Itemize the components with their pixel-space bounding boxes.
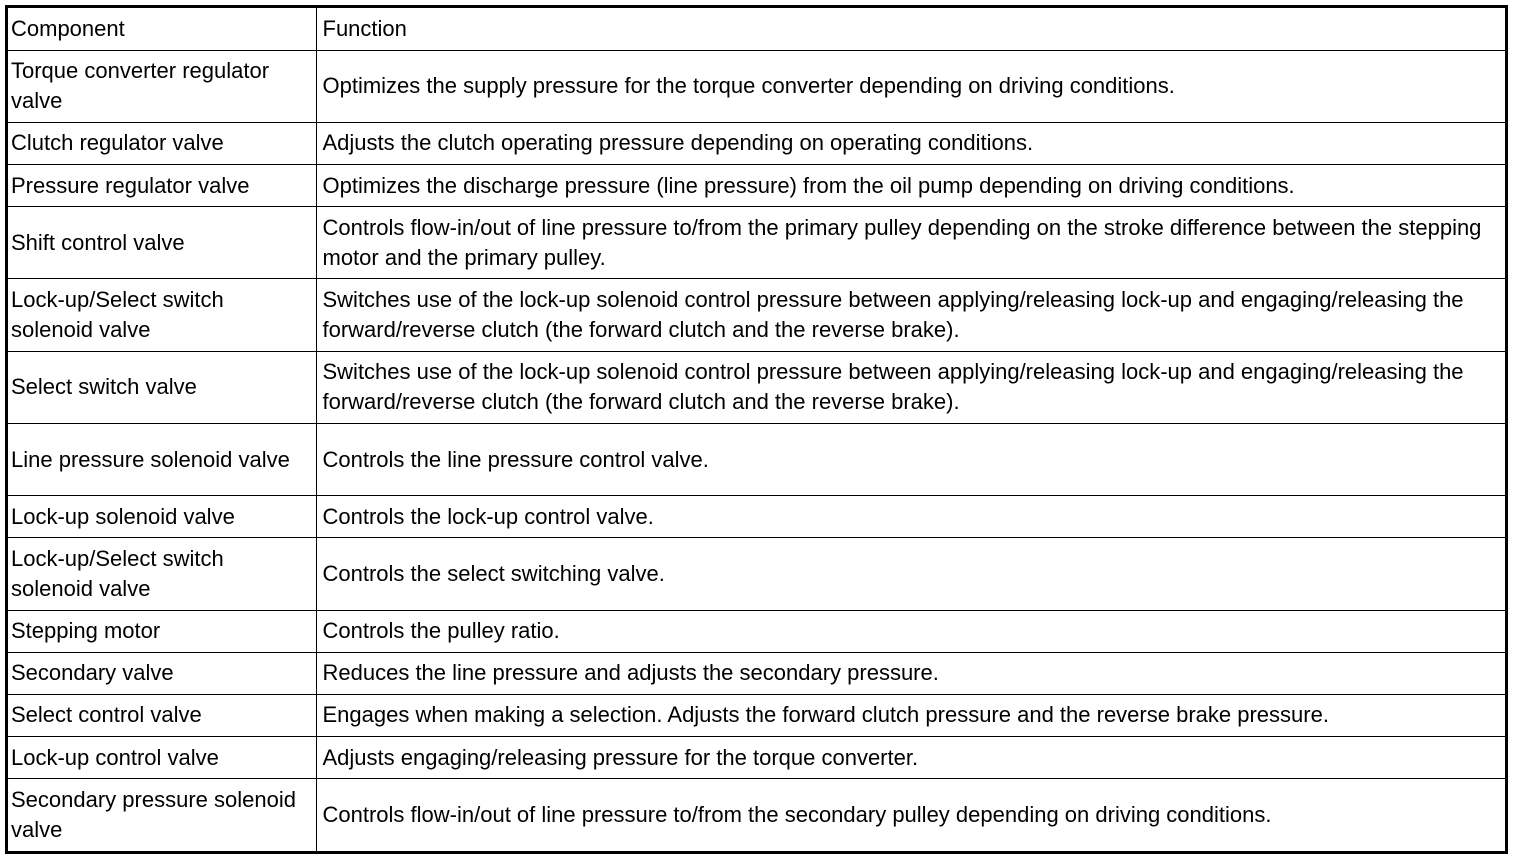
function-cell: Controls the select switching valve.: [316, 538, 1505, 610]
component-cell: Lock-up/Select switch solenoid valve: [8, 538, 316, 610]
component-function-table-frame: [5, 5, 1508, 854]
component-cell: Select control valve: [8, 694, 316, 736]
table-row: [8, 122, 1505, 164]
component-cell: Line pressure solenoid valve: [8, 423, 316, 495]
component-cell: Torque converter regulator valve: [8, 50, 316, 122]
component-cell: Stepping motor: [8, 610, 316, 652]
component-cell: Pressure regulator valve: [8, 164, 316, 206]
table-row: [8, 496, 1505, 538]
component-cell: Lock-up solenoid valve: [8, 496, 316, 538]
component-cell: Secondary valve: [8, 652, 316, 694]
component-cell: Lock-up/Select switch solenoid valve: [8, 279, 316, 351]
table-row: [8, 164, 1505, 206]
function-cell: Reduces the line pressure and adjusts the secondary pressure.: [316, 652, 1505, 694]
table-row: [8, 423, 1505, 495]
function-cell: Controls the lock-up control valve.: [316, 496, 1505, 538]
table-row: [8, 279, 1505, 351]
table-row: [8, 538, 1505, 610]
function-cell: Controls the line pressure control valve.: [316, 423, 1505, 495]
component-cell: Shift control valve: [8, 207, 316, 279]
function-cell: Optimizes the discharge pressure (line pressure) from the oil pump depending on driving conditions.: [316, 164, 1505, 206]
table-header-row: [8, 8, 1505, 50]
header-function: Function: [316, 8, 1505, 50]
function-cell: Adjusts engaging/releasing pressure for the torque converter.: [316, 737, 1505, 779]
table-row: [8, 50, 1505, 122]
function-cell: Adjusts the clutch operating pressure depending on operating conditions.: [316, 122, 1505, 164]
function-cell: Engages when making a selection. Adjusts the forward clutch pressure and the reverse brake pressure.: [316, 694, 1505, 736]
table-row: [8, 737, 1505, 779]
table-row: [8, 694, 1505, 736]
component-cell: Select switch valve: [8, 351, 316, 423]
function-cell: Optimizes the supply pressure for the torque converter depending on driving conditions.: [316, 50, 1505, 122]
function-cell: Switches use of the lock-up solenoid control pressure between applying/releasing lock-up and engaging/releasing the forward/reverse clutch (the forward clutch and the reverse brake).: [316, 279, 1505, 351]
function-cell: Controls flow-in/out of line pressure to/from the secondary pulley depending on driving conditions.: [316, 779, 1505, 851]
header-component: Component: [8, 8, 316, 50]
table-row: [8, 779, 1505, 851]
component-cell: Lock-up control valve: [8, 737, 316, 779]
function-cell: Controls the pulley ratio.: [316, 610, 1505, 652]
table-row: [8, 610, 1505, 652]
table-row: [8, 351, 1505, 423]
component-function-table: [8, 8, 1505, 851]
function-cell: Switches use of the lock-up solenoid control pressure between applying/releasing lock-up and engaging/releasing the forward/reverse clutch (the forward clutch and the reverse brake).: [316, 351, 1505, 423]
table-row: [8, 652, 1505, 694]
component-cell: Secondary pressure solenoid valve: [8, 779, 316, 851]
component-cell: Clutch regulator valve: [8, 122, 316, 164]
function-cell: Controls flow-in/out of line pressure to/from the primary pulley depending on the stroke difference between the stepping motor and the primary pulley.: [316, 207, 1505, 279]
table-row: [8, 207, 1505, 279]
